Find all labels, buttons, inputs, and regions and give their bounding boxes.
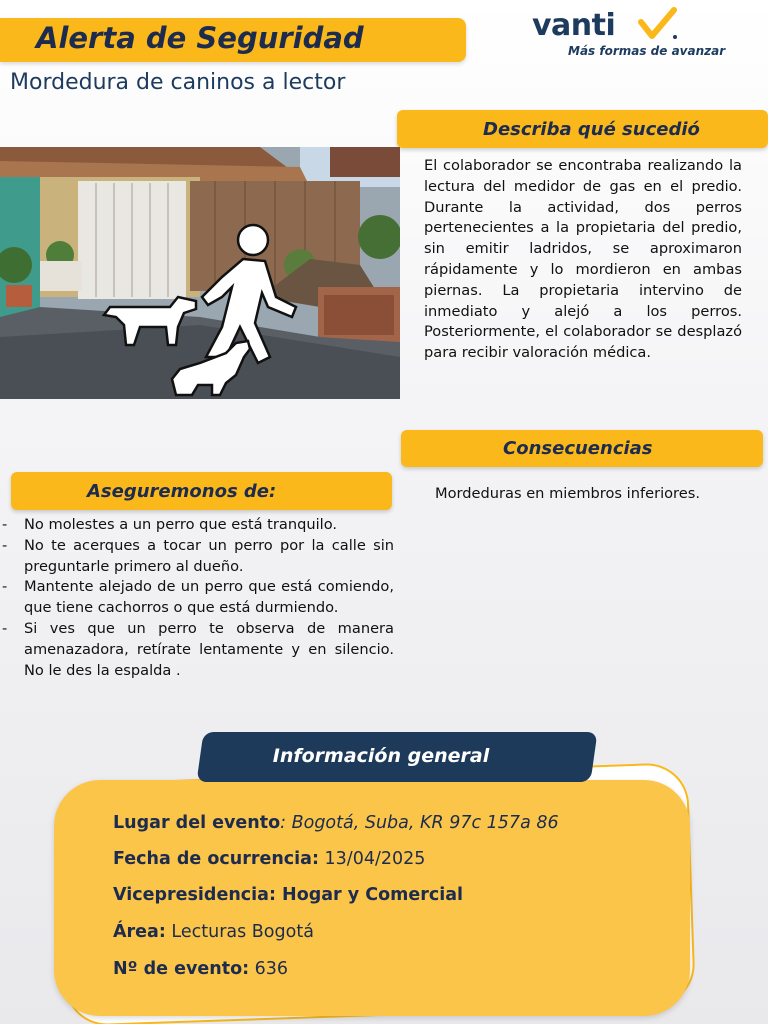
list-item: - No te acerques a tocar un perro por la calle sin preguntarle primero al dueño.: [0, 536, 394, 578]
place-label: Lugar del evento: [113, 813, 281, 833]
what-happened-heading-text: Describa qué sucedió: [483, 118, 700, 140]
event-value: 636: [249, 959, 289, 979]
vp-label: Vicepresidencia: Hogar y Comercial: [113, 885, 464, 905]
page-subtitle: Mordedura de caninos a lector: [10, 70, 346, 95]
safety-tips-list: [0, 515, 394, 681]
lets-ensure-heading-text: Aseguremonos de:: [87, 480, 277, 502]
page-title: Alerta de Seguridad: [36, 21, 364, 55]
event-label: Nº de evento:: [113, 959, 250, 979]
info-place: [113, 813, 559, 833]
info-area: [113, 922, 314, 942]
consequences-heading: [401, 430, 763, 467]
what-happened-text: El colaborador se encontraba realizando la lectura del medidor de gas en el predio. Durante la actividad, dos perros pertenecientes a la propietaria del predio, sin emitir ladridos, se aproximaron rápidamente y lo mordieron en ambas piernas. La propietaria intervino de inmediato y alejó a los perros. Posteriormente, el colaborador se desplazó para recibir valoración médica.: [424, 157, 742, 362]
date-label: Fecha de ocurrencia:: [113, 849, 319, 869]
info-heading: Información general: [272, 745, 490, 767]
list-item: - Si ves que un perro te observa de manera amenazadora, retírate lentamente y en silencio. No le des la espalda .: [0, 619, 394, 681]
area-label: Área:: [113, 922, 166, 942]
vanti-logo: vanti: [532, 8, 616, 43]
info-date: [113, 849, 425, 869]
info-vicepresidency: [113, 885, 463, 905]
consequences-text: Mordeduras en miembros inferiores.: [435, 485, 700, 502]
info-event-number: [113, 959, 288, 979]
date-value: 13/04/2025: [318, 849, 426, 869]
consequences-heading-text: Consecuencias: [503, 438, 653, 459]
place-value: : Bogotá, Suba, KR 97c 157a 86: [280, 813, 559, 833]
area-value: Lecturas Bogotá: [165, 922, 314, 942]
list-item: - Mantente alejado de un perro que está comiendo, que tiene cachorros o que está durmiendo.: [0, 577, 394, 619]
list-item: - No molestes a un perro que está tranquilo.: [0, 515, 394, 536]
check-icon: [638, 6, 678, 42]
lets-ensure-heading: [11, 472, 392, 510]
what-happened-heading: [397, 110, 768, 148]
incident-photo: [0, 147, 400, 399]
logo-tagline: Más formas de avanzar: [568, 44, 726, 58]
